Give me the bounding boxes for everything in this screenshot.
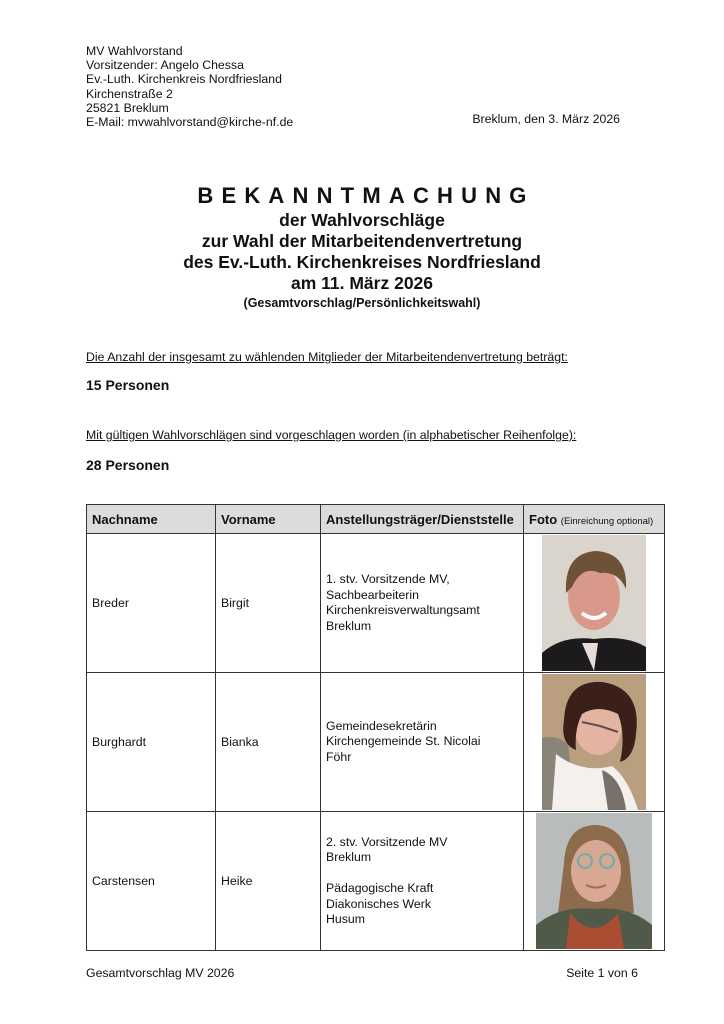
- sender-email: E-Mail: mvwahlvorstand@kirche-nf.de: [86, 115, 294, 130]
- title-line: am 11. März 2026: [290, 273, 434, 293]
- sender-line: Kirchenstraße 2: [86, 86, 173, 101]
- title-line: des Ev.-Luth. Kirchenkreises Nordfriesland: [183, 252, 541, 272]
- footer-document-name: Gesamtvorschlag MV 2026: [86, 966, 235, 980]
- cell-photo: [524, 673, 665, 812]
- sender-line: Ev.-Luth. Kirchenkreis Nordfriesland: [86, 72, 282, 87]
- role-line: [326, 866, 523, 882]
- sender-line: 25821 Breklum: [86, 100, 169, 115]
- role-line: Kirchengemeinde St. Nicolai: [326, 734, 481, 749]
- role-line: Husum: [326, 912, 365, 926]
- portrait-photo-icon: [542, 674, 646, 810]
- members-count-value: 15 Personen: [86, 377, 170, 393]
- role-line: Breklum: [326, 618, 372, 633]
- table-row: [87, 673, 665, 812]
- role-line: Sachbearbeiterin: [326, 587, 419, 602]
- cell-employer: [321, 673, 524, 812]
- header-photo-label: Foto: [529, 511, 558, 527]
- role-line: 2. stv. Vorsitzende MV: [326, 834, 448, 849]
- cell-lastname: Burghardt: [87, 673, 216, 812]
- role-line: Kirchenkreisverwaltungsamt: [326, 603, 480, 617]
- sender-line: Vorsitzender: Angelo Chessa: [86, 58, 244, 73]
- cell-lastname: Carstensen: [87, 812, 216, 951]
- role-line: Diakonisches Werk: [326, 896, 432, 911]
- cell-firstname: Birgit: [216, 534, 321, 673]
- cell-lastname: Breder: [87, 534, 216, 673]
- role-line: Pädagogische Kraft: [326, 881, 434, 895]
- title-block: [0, 182, 724, 312]
- table-row: [87, 534, 665, 673]
- header-firstname: Vorname: [216, 505, 321, 534]
- role-line: Föhr: [326, 749, 352, 764]
- cell-photo: [524, 534, 665, 673]
- sender-line: MV Wahlvorstand: [86, 44, 183, 58]
- sender-address: [86, 44, 293, 129]
- title-subtitle: (Gesamtvorschlag/Persönlichkeitswahl): [243, 296, 481, 310]
- table-row: [87, 812, 665, 951]
- members-count-label: Die Anzahl der insgesamt zu wählenden Mitglieder der Mitarbeitendenvertretung beträgt:: [86, 350, 568, 364]
- cell-firstname: Heike: [216, 812, 321, 951]
- table-header-row: [87, 505, 665, 534]
- role-line: Breklum: [326, 850, 372, 864]
- cell-employer: [321, 534, 524, 673]
- role-line: 1. stv. Vorsitzende MV,: [326, 572, 450, 586]
- header-photo: [524, 505, 665, 534]
- title-line: zur Wahl der Mitarbeitendenvertretung: [201, 231, 523, 251]
- page-title: BEKANNTMACHUNG: [197, 183, 535, 208]
- portrait-photo-icon: [536, 813, 652, 949]
- candidates-table: [86, 504, 665, 951]
- title-line: der Wahlvorschläge: [279, 210, 445, 230]
- cell-firstname: Bianka: [216, 673, 321, 812]
- footer-page-number: Seite 1 von 6: [566, 966, 638, 980]
- role-line: Gemeindesekretärin: [326, 718, 437, 733]
- portrait-photo-icon: [542, 535, 646, 671]
- header-employer: Anstellungsträger/Dienststelle: [321, 505, 524, 534]
- header-photo-note: (Einreichung optional): [560, 515, 654, 527]
- date-line: Breklum, den 3. März 2026: [472, 112, 620, 126]
- cell-employer: [321, 812, 524, 951]
- candidates-count-label: Mit gültigen Wahlvorschlägen sind vorgeschlagen worden (in alphabetischer Reihenfolge):: [86, 428, 577, 442]
- cell-photo: [524, 812, 665, 951]
- header-lastname: Nachname: [87, 505, 216, 534]
- candidates-count-value: 28 Personen: [86, 457, 170, 473]
